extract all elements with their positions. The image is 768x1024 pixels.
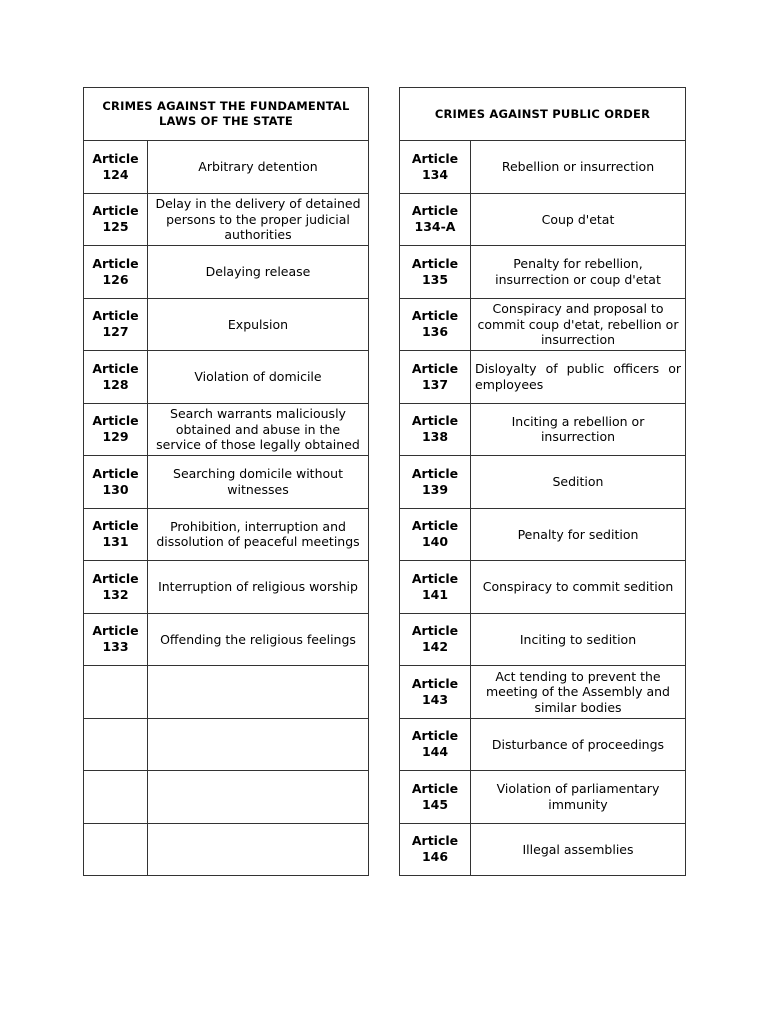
article-title	[148, 771, 369, 824]
table-row	[400, 403, 686, 456]
table-row	[400, 561, 686, 614]
article-label: Article	[92, 255, 139, 271]
article-cell	[84, 403, 148, 456]
table-row	[84, 718, 369, 771]
article-label: Article	[411, 203, 459, 219]
table-row	[400, 823, 686, 876]
article-cell	[400, 718, 471, 771]
article-label: Article	[411, 518, 459, 534]
article-cell	[84, 771, 148, 824]
table-header: CRIMES AGAINST THE FUNDAMENTAL LAWS OF THE STATE	[84, 88, 369, 141]
article-number: 131	[102, 534, 129, 550]
table-row	[400, 613, 686, 666]
table-row	[400, 298, 686, 351]
table-row	[84, 771, 369, 824]
article-cell	[400, 771, 471, 824]
article-number: 141	[421, 586, 449, 602]
article-number: 138	[421, 429, 449, 445]
table-row	[84, 351, 369, 404]
article-number: 125	[102, 219, 129, 235]
table-body	[84, 141, 369, 876]
article-label: Article	[411, 728, 459, 744]
article-title: Disturbance of proceedings	[471, 718, 686, 771]
article-title: Violation of parliamentary immunity	[471, 771, 686, 824]
article-cell	[84, 718, 148, 771]
table-row	[84, 193, 369, 246]
article-label: Article	[411, 413, 459, 429]
fundamental-laws-table	[83, 87, 369, 876]
article-title: Conspiracy to commit sedition	[471, 561, 686, 614]
table-row	[84, 508, 369, 561]
article-cell	[84, 298, 148, 351]
article-label: Article	[92, 413, 139, 429]
article-cell	[400, 246, 471, 299]
article-title: Conspiracy and proposal to commit coup d'etat, rebellion or insurrection	[471, 298, 686, 351]
article-cell	[84, 613, 148, 666]
table-row	[400, 141, 686, 194]
article-number: 134-A	[414, 219, 456, 235]
article-cell	[84, 561, 148, 614]
article-cell	[400, 823, 471, 876]
article-label: Article	[411, 570, 459, 586]
article-label: Article	[411, 465, 459, 481]
article-cell	[400, 351, 471, 404]
article-cell	[84, 456, 148, 509]
article-number: 132	[102, 586, 129, 602]
article-number: 142	[421, 639, 449, 655]
article-cell	[84, 508, 148, 561]
public-order-table	[399, 87, 686, 876]
article-label: Article	[411, 360, 459, 376]
article-label: Article	[411, 780, 459, 796]
article-number: 137	[421, 376, 449, 392]
article-title: Disloyalty of public officers or employees	[471, 351, 686, 404]
table-row	[400, 508, 686, 561]
article-title: Illegal assemblies	[471, 823, 686, 876]
article-cell	[84, 246, 148, 299]
table-body	[400, 141, 686, 876]
table-row	[400, 456, 686, 509]
article-number: 130	[102, 481, 129, 497]
article-title: Search warrants maliciously obtained and abuse in the service of those legally obtained	[148, 403, 369, 456]
article-title: Delaying release	[148, 246, 369, 299]
article-cell	[400, 456, 471, 509]
article-number: 129	[102, 429, 129, 445]
article-label: Article	[411, 623, 459, 639]
article-label: Article	[92, 203, 139, 219]
article-number: 135	[421, 271, 449, 287]
table-row	[84, 666, 369, 719]
article-number: 124	[102, 166, 129, 182]
article-cell	[400, 613, 471, 666]
article-number: 133	[102, 639, 129, 655]
article-cell	[400, 193, 471, 246]
article-title: Interruption of religious worship	[148, 561, 369, 614]
article-label: Article	[411, 255, 459, 271]
article-label: Article	[92, 623, 139, 639]
article-number: 140	[421, 534, 449, 550]
table-row	[400, 718, 686, 771]
article-label: Article	[411, 675, 459, 691]
article-number: 146	[421, 849, 449, 865]
article-title: Coup d'etat	[471, 193, 686, 246]
article-title: Inciting a rebellion or insurrection	[471, 403, 686, 456]
table-row	[84, 298, 369, 351]
article-cell	[400, 403, 471, 456]
article-number: 134	[421, 166, 449, 182]
article-title	[148, 823, 369, 876]
article-number: 136	[421, 324, 449, 340]
article-label: Article	[411, 833, 459, 849]
article-cell	[400, 561, 471, 614]
article-title: Searching domicile without witnesses	[148, 456, 369, 509]
article-cell	[400, 298, 471, 351]
table-row	[84, 456, 369, 509]
table-row	[400, 351, 686, 404]
article-title	[148, 718, 369, 771]
article-number: 144	[421, 744, 449, 760]
table-row	[84, 561, 369, 614]
article-number: 143	[421, 691, 449, 707]
article-title: Offending the religious feelings	[148, 613, 369, 666]
article-cell	[84, 351, 148, 404]
article-title	[148, 666, 369, 719]
table-row	[84, 246, 369, 299]
article-title: Arbitrary detention	[148, 141, 369, 194]
table-row	[400, 193, 686, 246]
article-label: Article	[92, 570, 139, 586]
table-row	[400, 771, 686, 824]
article-title: Delay in the delivery of detained persons to the proper judicial authorities	[148, 193, 369, 246]
article-number: 139	[421, 481, 449, 497]
article-label: Article	[92, 360, 139, 376]
article-title: Act tending to prevent the meeting of the Assembly and similar bodies	[471, 666, 686, 719]
table-row	[84, 823, 369, 876]
article-cell	[400, 666, 471, 719]
article-label: Article	[411, 308, 459, 324]
article-cell	[400, 141, 471, 194]
table-row	[84, 403, 369, 456]
article-title: Penalty for rebellion, insurrection or coup d'etat	[471, 246, 686, 299]
article-number: 127	[102, 324, 129, 340]
article-label: Article	[92, 465, 139, 481]
article-title: Violation of domicile	[148, 351, 369, 404]
table-row	[84, 613, 369, 666]
article-label: Article	[92, 518, 139, 534]
article-title: Sedition	[471, 456, 686, 509]
article-number: 145	[421, 796, 449, 812]
article-label: Article	[92, 308, 139, 324]
article-cell	[84, 823, 148, 876]
table-row	[400, 246, 686, 299]
article-number: 126	[102, 271, 129, 287]
article-cell	[400, 508, 471, 561]
table-row	[400, 666, 686, 719]
article-cell	[84, 193, 148, 246]
article-number: 128	[102, 376, 129, 392]
article-title: Prohibition, interruption and dissolution of peaceful meetings	[148, 508, 369, 561]
article-title: Penalty for sedition	[471, 508, 686, 561]
article-title: Expulsion	[148, 298, 369, 351]
article-label: Article	[411, 150, 459, 166]
article-title: Inciting to sedition	[471, 613, 686, 666]
article-label: Article	[92, 150, 139, 166]
article-title: Rebellion or insurrection	[471, 141, 686, 194]
article-cell	[84, 141, 148, 194]
article-cell	[84, 666, 148, 719]
table-header: CRIMES AGAINST PUBLIC ORDER	[400, 88, 686, 141]
table-row	[84, 141, 369, 194]
